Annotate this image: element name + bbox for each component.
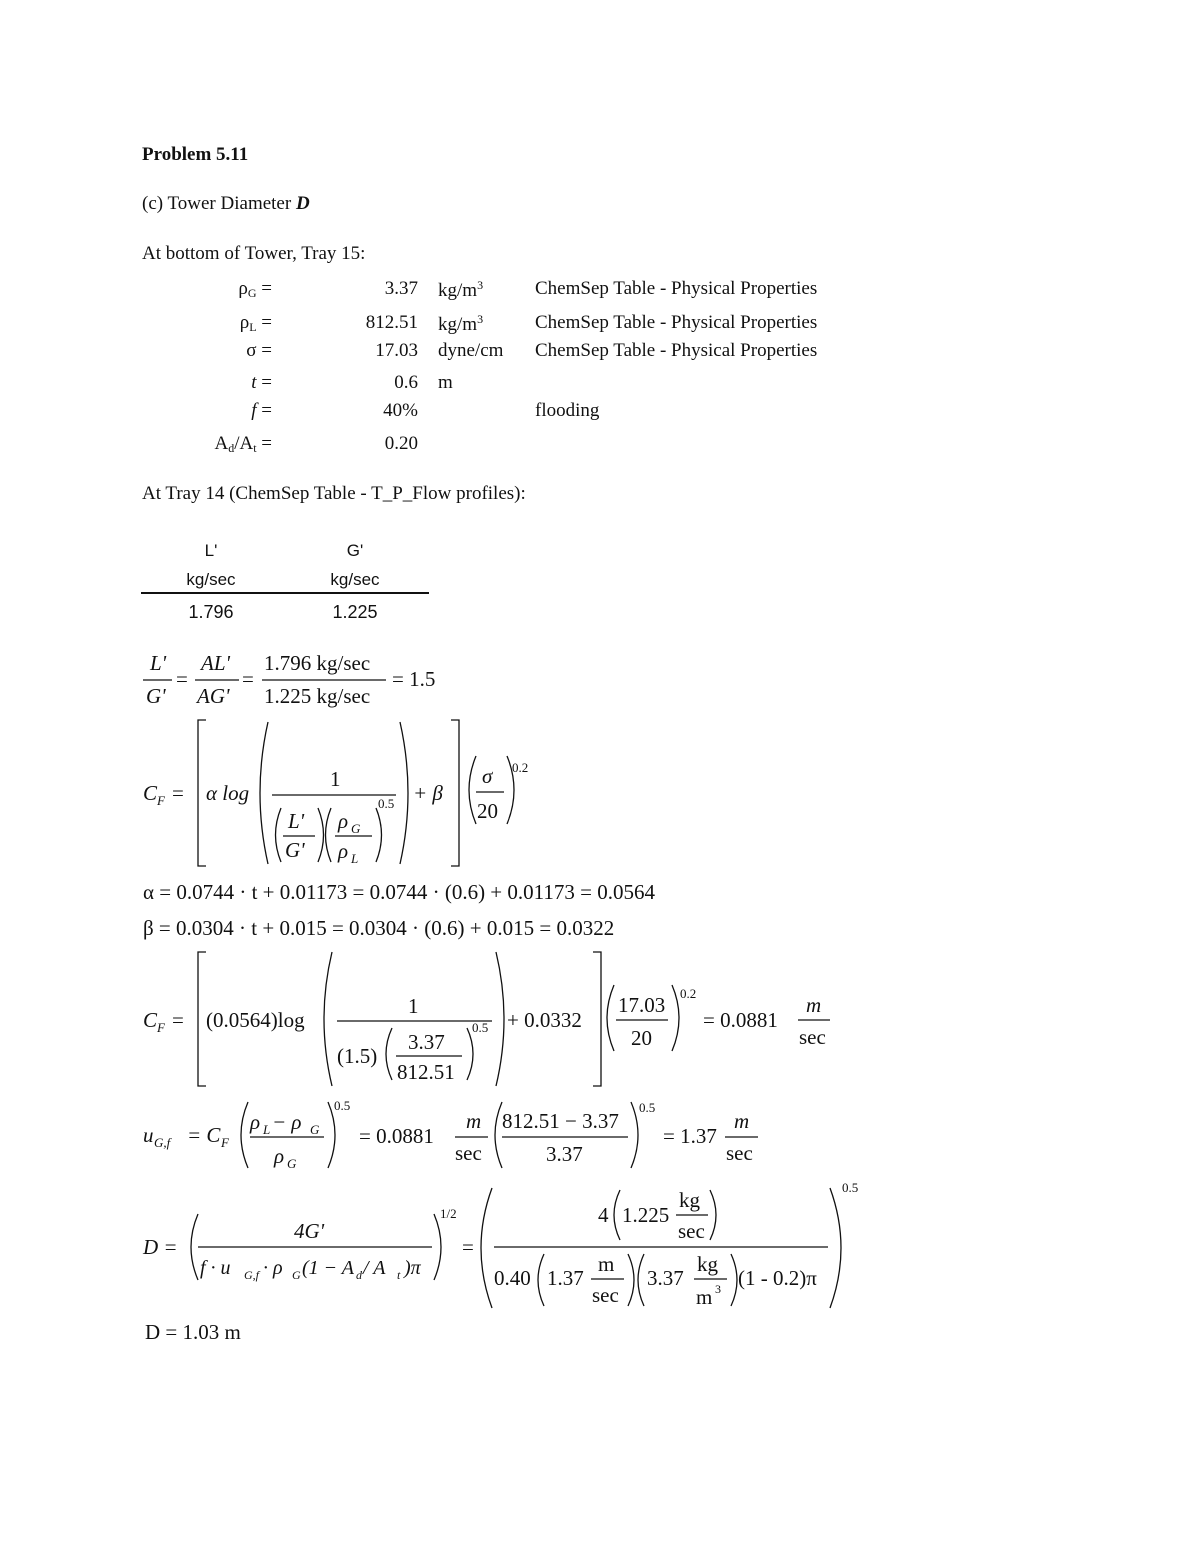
flow-value-g: 1.225 [332,602,378,622]
tray-label: At Tray 14 (ChemSep Table - T_P_Flow profiles): [142,483,526,504]
alpha-equation: α = 0.0744 · t + 0.01173 = 0.0744 · (0.6) + 0.01173 = 0.0564 [143,880,655,904]
dia-tail: (1 - 0.2)π [738,1266,817,1290]
flow-header-g: G' [346,541,364,560]
dia-g-paren-r [710,1190,716,1240]
cf-eq: = [172,781,184,805]
prop-symbol-char2: /A [234,433,254,454]
prop-value-ad-at: 0.20 [384,433,418,454]
prop-symbol-char: ρ [238,278,248,299]
ugf-den-sub: G [287,1156,297,1171]
cf-bracket-left [198,720,206,866]
ratio-num: 1.796 kg/sec [264,651,371,675]
cfn-one: 1 [408,994,419,1018]
ugf-exp2: 0.5 [639,1100,656,1115]
cfn-unit-den: sec [799,1025,826,1049]
prop-eq: = [256,400,272,421]
prop-eq: = [256,372,272,393]
dia-kg2: kg [697,1252,718,1276]
cf-bracket-right [451,720,459,866]
dia-m3-sup: 3 [715,1282,721,1296]
cf-general-equation [143,720,528,866]
ugf-exp: 0.5 [334,1098,351,1113]
dia-paren-r [434,1214,441,1280]
dia-m3: m [696,1285,713,1309]
dia-eq: = [462,1235,474,1259]
dia-m: m [598,1252,615,1276]
cf-alpha-log: α log [206,781,250,805]
prop-symbol-sub: d [228,441,235,455]
cf-numeric-equation [143,952,830,1086]
prop-symbol-char: ρ [239,312,250,333]
cf-lg-paren-r [318,808,324,862]
ugf-lhs: u [143,1123,154,1147]
dia-den: f · u [200,1257,231,1279]
ugf-minus-sub: G [310,1122,320,1137]
dia-outer-paren-l [481,1188,492,1308]
prop-source-f: flooding [535,400,600,421]
ugf-frac-den: 3.37 [546,1142,583,1166]
prop-symbol-char: σ [246,340,257,361]
beta-equation: β = 0.0304 · t + 0.015 = 0.0304 · (0.6) + 0.015 = 0.0322 [143,916,615,940]
prop-symbol-sub: L [249,320,257,334]
prop-unit-t: m [438,372,453,393]
prop-value-f: 40% [383,400,418,421]
ugf-minus: − ρ [272,1110,302,1134]
diameter-equation [142,1180,858,1309]
dia-kg: kg [679,1188,700,1212]
prop-unit-sup: 3 [477,312,484,326]
cfn-lhs: C [143,1008,158,1032]
dia-exp: 1/2 [440,1206,457,1221]
dia-g-val: 1.225 [622,1203,670,1227]
cfn-sig-num: 17.03 [618,993,666,1017]
prop-unit-text: kg/m [438,280,478,301]
cf-rho-paren-l [326,808,332,862]
cf-lg-den: G' [285,838,305,862]
cfn-paren-left [324,952,332,1086]
cf-plus-beta: + β [413,781,443,805]
prop-source-sigma: ChemSep Table - Physical Properties [535,340,818,361]
flow-unit-l: kg/sec [186,570,236,589]
prop-symbol-char: f [251,400,257,421]
dia-den-end: )π [404,1257,421,1279]
dia-paren-l [191,1214,198,1280]
ugf-result: = 1.37 [663,1124,717,1148]
cfn-coef: (0.0564)log [206,1008,305,1032]
ugf-eq-sub: F [221,1135,229,1150]
cf-sig-paren-l [469,756,476,824]
ugf-mid: = 0.0881 [359,1124,434,1148]
dia-u-val: 1.37 [547,1266,584,1290]
cfn-plus: + 0.0332 [507,1008,582,1032]
dia-f-val: 0.40 [494,1266,531,1290]
diameter-result: D = 1.03 m [145,1320,241,1344]
dia-den-tail2: / A [363,1257,386,1279]
prop-unit-sup: 3 [477,278,484,292]
cf-lhs-sub: F [157,793,165,808]
prop-symbol-char: t [251,372,257,393]
ugf-unit-den: sec [455,1141,482,1165]
cf-sigma: σ [482,764,493,788]
prop-eq: = [256,278,272,299]
dia-exp2: 0.5 [842,1180,859,1195]
cfn-num: 3.37 [408,1030,445,1054]
dia-den-sub: G,f [244,1268,259,1282]
ugf-equation [143,1098,758,1171]
dia-den-rest: · ρ [263,1257,283,1279]
ugf-unit-num: m [466,1109,482,1133]
cfn-unit-num: m [806,993,822,1017]
dia-den-tail2-sub: t [397,1268,401,1282]
cfn-sig-paren-l [607,985,614,1051]
prop-value-rho-l: 812.51 [365,312,418,333]
cf-one: 1 [330,767,341,791]
cfn-sig-paren-r [672,985,679,1051]
ugf-paren-l [241,1102,248,1168]
cfn-eq: = [172,1008,184,1032]
dia-rho-val: 3.37 [647,1266,684,1290]
cf-rho-l-sub: L [351,851,359,866]
prop-symbol-sub2: t [253,441,257,455]
ratio-result: = 1.5 [392,667,436,691]
problem-title: Problem 5.11 [142,144,249,165]
cf-paren-left [260,722,268,864]
prop-source-rho-l: ChemSep Table - Physical Properties [535,312,818,333]
dia-num: 4G' [294,1219,325,1243]
cf-twenty: 20 [477,799,498,823]
cfn-sig-den: 20 [631,1026,652,1050]
ugf-lhs-sub: G,f [154,1135,171,1150]
ugf-res-unit-num: m [734,1109,750,1133]
ratio-den: 1.225 kg/sec [264,684,371,708]
dia-rho-paren-l [638,1254,644,1306]
dia-den-rest-sub: G [292,1268,301,1282]
prop-unit-sigma: dyne/cm [438,340,504,361]
dia-rho-paren-r [731,1254,737,1306]
cf-rho-g: ρ [338,809,349,833]
cf-rho-g-sub: G [351,821,361,836]
prop-eq: = [256,340,272,361]
ratio-eq-1: = [176,667,188,691]
cfn-paren-right [496,952,504,1086]
cfn-exp2: 0.2 [680,986,697,1001]
flow-header-l: L' [204,541,218,560]
cfn-ratio: (1.5) [337,1044,378,1068]
ugf-num-sub: L [263,1122,271,1137]
prop-value-t: 0.6 [394,372,418,393]
flow-value-l: 1.796 [188,602,234,622]
prop-symbol-char: A [214,433,229,454]
prop-eq: = [256,433,272,454]
dia-sec: sec [678,1219,705,1243]
cfn-rho-paren-r [467,1028,473,1080]
ratio-lhs-den: G' [146,684,166,708]
dia-u-paren-r [628,1254,634,1306]
ugf-frac-num: 812.51 − 3.37 [502,1109,619,1133]
flow-unit-g: kg/sec [330,570,380,589]
ugf-frac-paren-l [495,1102,502,1168]
cf-rho-paren-r [376,808,382,862]
cf-lg-paren-l [276,808,282,862]
prop-value-sigma: 17.03 [375,340,418,361]
cf-rho-l: ρ [338,839,349,863]
prop-value-rho-g: 3.37 [384,278,418,299]
ratio-mid-den: AG' [197,684,230,708]
ugf-eq: = C [187,1123,221,1147]
ratio-eq-2: = [242,667,254,691]
ugf-res-unit-den: sec [726,1141,753,1165]
cfn-exp: 0.5 [472,1020,489,1035]
cf-exp2: 0.2 [512,760,529,775]
dia-outer-paren-r [830,1188,841,1308]
dia-sec2: sec [592,1283,619,1307]
prop-source-rho-g: ChemSep Table - Physical Properties [535,278,818,299]
cf-lg-num: L' [288,809,305,833]
prop-symbol-sub: G [247,286,257,300]
cf-lhs: C [143,781,158,805]
dia-four: 4 [598,1203,609,1227]
cf-exp: 0.5 [378,796,395,811]
dia-g-paren-l [614,1190,620,1240]
ratio-lhs-num: L' [150,651,167,675]
dia-lhs: D = [143,1235,178,1259]
cfn-bracket-left [198,952,206,1086]
cfn-lhs-sub: F [157,1020,165,1035]
cfn-den: 812.51 [397,1060,455,1084]
ratio-equation [143,651,435,708]
dia-den-tail-sub: d [356,1268,362,1282]
part-symbol: D [295,193,310,214]
bottom-label: At bottom of Tower, Tray 15: [142,243,366,264]
part-label-text: (c) Tower Diameter [142,193,296,214]
prop-eq: = [256,312,272,333]
cfn-bracket-right [593,952,601,1086]
cfn-result: = 0.0881 [703,1008,778,1032]
dia-u-paren-l [538,1254,544,1306]
ratio-mid-num: AL' [201,651,230,675]
prop-unit-text: kg/m [438,314,478,335]
cfn-rho-paren-l [386,1028,392,1080]
dia-den-tail: (1 − A [302,1257,355,1279]
ugf-frac-paren-r [631,1102,638,1168]
ugf-den: ρ [274,1144,285,1168]
cf-paren-right [400,722,408,864]
ugf-num: ρ [250,1110,261,1134]
